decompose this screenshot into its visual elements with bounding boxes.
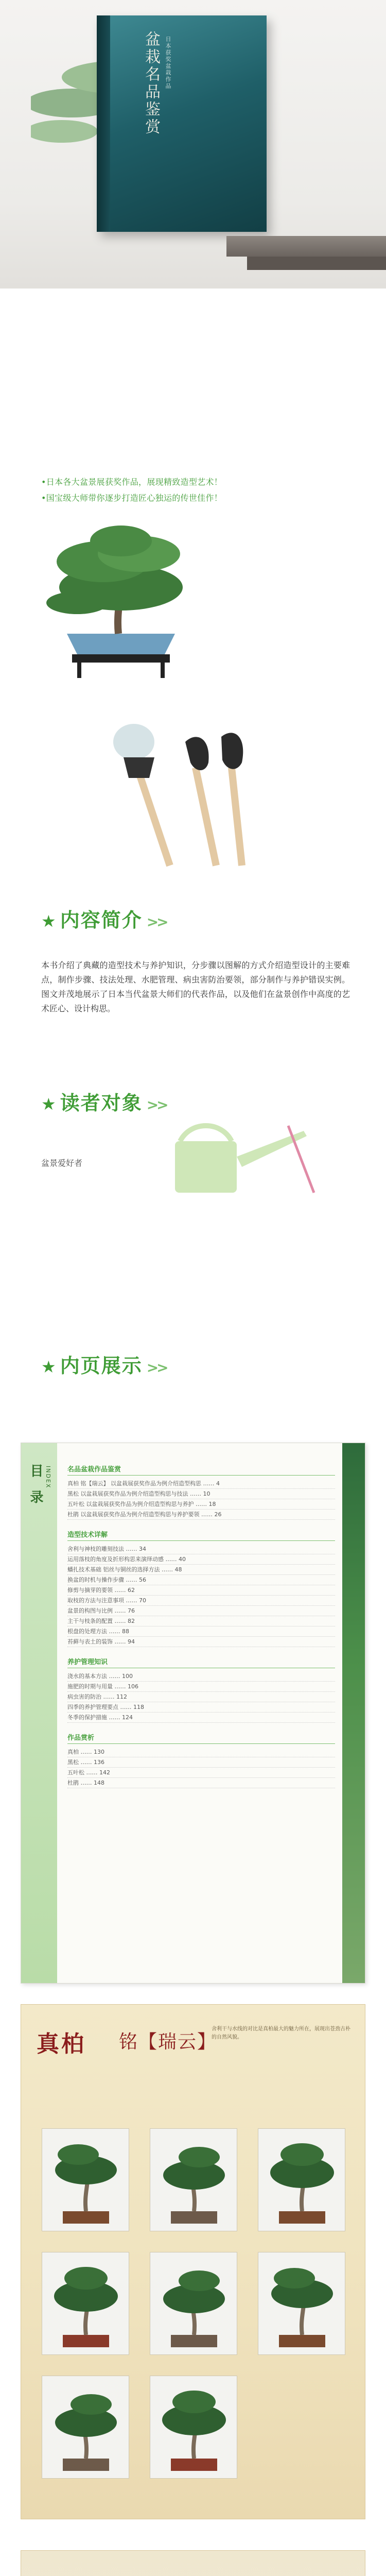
toc-line[interactable]: 病虫害的防治 …… 112: [67, 1692, 335, 1702]
toc-line[interactable]: 运用落枝的角度及折形构思来演绎动感 …… 40: [67, 1554, 335, 1565]
bonsai-thumbnail: [258, 2252, 345, 2355]
toc-line[interactable]: 真柏 …… 130: [67, 1747, 335, 1757]
toc-line[interactable]: 施肥的时期与用量 …… 106: [67, 1682, 335, 1692]
toc-line[interactable]: 浇水的基本方法 …… 100: [67, 1671, 335, 1682]
toc-line[interactable]: 四季的养护管理要点 …… 118: [67, 1702, 335, 1713]
toc-line[interactable]: 黑松 …… 136: [67, 1757, 335, 1768]
toc-line[interactable]: 换盆的时机与操作步骤 …… 56: [67, 1575, 335, 1585]
highlights-section: [0, 289, 386, 505]
toc-group-title: 造型技术详解: [67, 1529, 335, 1541]
book-cover: [97, 15, 267, 232]
bonsai-thumbnail: [42, 2252, 129, 2355]
star-icon: ★: [41, 911, 57, 931]
toc-line[interactable]: 杜鹃 …… 148: [67, 1778, 335, 1788]
page-preview-juniper: [21, 2004, 365, 2519]
toc-label-en: INDEX: [45, 1466, 51, 1489]
display-shelf-base: [247, 257, 386, 270]
page-body-text: 舍利干与水线的对比是真柏最大的魅力所在，展现出苍劲古朴的自然风貌。: [212, 2026, 350, 2040]
intro-text: 本书介绍了典藏的造型技术与养护知识，分步骤以图解的方式介绍造型设计的主要难点，制作步骤、技法处理、水肥管理、病虫害防治要领，部分制作与养护错误实例。图文并茂地展示了日本当代盆景大师们的代表作品，以及他们在盆景创作中高度的艺术匠心、设计构思。: [41, 960, 350, 1013]
bonsai-thumbnail: [258, 2128, 345, 2231]
bonsai-thumbnail: [150, 2376, 237, 2479]
page-title: 真柏: [37, 2031, 86, 2057]
toc-line[interactable]: 真柏 铭【瑞云】 以盆栽展获奖作品为例介绍造型构思 …… 4: [67, 1479, 335, 1489]
bonsai-thumbnail: [42, 2128, 129, 2231]
toc-line[interactable]: 五叶松 …… 142: [67, 1768, 335, 1778]
star-icon: ★: [41, 1094, 57, 1114]
toc-group: [67, 1529, 335, 1647]
toc-photo-strip: [342, 1443, 365, 1983]
toc-line[interactable]: 修剪与摘芽的要领 …… 62: [67, 1585, 335, 1596]
book-spine: [97, 15, 110, 232]
garden-tools-image: [0, 711, 386, 927]
tools-photo: [0, 711, 386, 927]
toc-line[interactable]: 取枝的方法与注意事项 …… 70: [67, 1596, 335, 1606]
chevrons-icon: >>: [146, 1096, 167, 1113]
toc-group-title: 名品盆栽作品鉴赏: [67, 1464, 335, 1476]
readers-text: 盆景爱好者: [41, 1158, 83, 1168]
readers-heading: [41, 1087, 167, 1115]
page-subtitle: 铭【瑞云】: [119, 2031, 217, 2053]
readers-title: 读者对象: [60, 1092, 143, 1114]
toc-group-title: 养护管理知识: [67, 1656, 335, 1668]
bonsai-photo: [0, 505, 386, 711]
toc-line[interactable]: 盆景的构图与比例 …… 76: [67, 1606, 335, 1616]
chevrons-icon: >>: [146, 913, 167, 930]
toc-line[interactable]: 苔藓与表土的装饰 …… 94: [67, 1637, 335, 1647]
highlight-item: •国宝级大师带你逐步打造匠心独运的传世佳作！: [41, 493, 223, 503]
toc-side-bar: [21, 1443, 57, 1983]
bonsai-tree-image: [0, 505, 386, 711]
bonsai-thumbnail: [150, 2128, 237, 2231]
toc-line[interactable]: 五叶松 以盆栽展获奖作品为例介绍造型构思与养护 …… 18: [67, 1499, 335, 1510]
toc-line[interactable]: 主干与枝条的配置 …… 82: [67, 1616, 335, 1626]
toc-page-preview: [21, 1443, 365, 1984]
chevrons-icon: >>: [146, 1359, 167, 1376]
preview-title: 内页展示: [60, 1354, 143, 1377]
book-subtitle: 日本获奖盆栽作品: [165, 36, 171, 90]
toc-line[interactable]: 舍利与神枝的雕刻技法 …… 34: [67, 1544, 335, 1554]
book-title: 盆栽名品鉴赏: [142, 31, 160, 136]
toc-line[interactable]: 根盘的处理方法 …… 88: [67, 1626, 335, 1637]
toc-label: 目 录: [28, 1464, 43, 1508]
intro-title: 内容简介: [60, 909, 143, 931]
cover-banner: [0, 0, 386, 289]
watering-can-image: [160, 1121, 324, 1203]
toc-group: [67, 1732, 335, 1788]
star-icon: ★: [41, 1357, 57, 1377]
toc-group-title: 作品赏析: [67, 1732, 335, 1744]
display-shelf: [226, 236, 386, 257]
toc-group: [67, 1656, 335, 1723]
toc-line[interactable]: 杜鹃 以盆栽展获奖作品为例介绍造型构思与养护要领 …… 26: [67, 1510, 335, 1520]
toc-line[interactable]: 黑松 以盆栽展获奖作品为例介绍造型构思与技法 …… 10: [67, 1489, 335, 1499]
highlight-item: •日本各大盆景展获奖作品，展现精致造型艺术！: [41, 477, 223, 487]
toc-line[interactable]: 冬季的保护措施 …… 124: [67, 1713, 335, 1723]
toc-group: [67, 1464, 335, 1520]
toc-line[interactable]: 蟠扎技术基础 铝丝与铜丝的选择方法 …… 48: [67, 1565, 335, 1575]
bonsai-thumbnail: [150, 2252, 237, 2355]
intro-heading: [41, 904, 167, 933]
toc-body: [67, 1464, 335, 1798]
bonsai-thumbnail: [42, 2376, 129, 2479]
page-preview-gallery: [21, 2550, 365, 2576]
preview-heading: [41, 1350, 167, 1378]
